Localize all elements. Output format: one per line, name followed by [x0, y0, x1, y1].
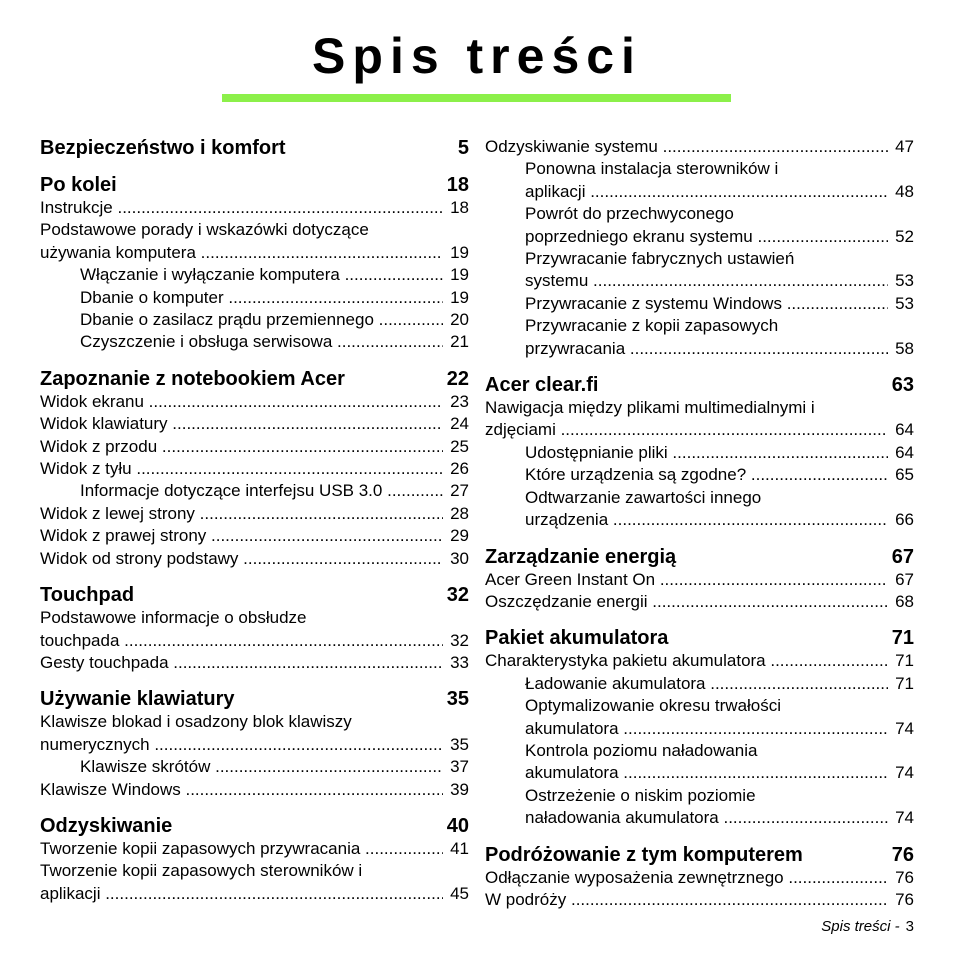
toc-entry[interactable] — [485, 889, 914, 911]
section-page-number: 18 — [446, 174, 469, 196]
toc-entry[interactable] — [40, 458, 469, 480]
toc-entry-title: Przywracanie z systemu Windows ..... — [525, 293, 888, 315]
toc-entry-page-number: 45 — [450, 883, 469, 903]
section-heading[interactable] — [485, 545, 914, 569]
toc-entry[interactable] — [485, 740, 914, 785]
toc-entry-title-line: Ponowna instalacja sterowników i — [525, 159, 779, 179]
toc-entry-page-number: 76 — [895, 889, 914, 909]
footer-page-number: 3 — [905, 918, 914, 935]
toc-entry[interactable] — [40, 480, 469, 502]
title-underline — [222, 94, 731, 102]
toc-entry-title: Które urządzenia są zgodne? ..... — [525, 464, 888, 486]
toc-entry-page-number: 74 — [895, 763, 914, 783]
page-title: Spis treści — [312, 28, 642, 84]
toc-entry-page-number: 76 — [895, 867, 914, 887]
section-heading[interactable] — [40, 687, 469, 711]
toc-entry-page-number: 67 — [895, 569, 914, 589]
toc-entry-title: Klawisze Windows ..... — [40, 779, 443, 801]
toc-entry[interactable] — [485, 487, 914, 532]
toc-entry[interactable] — [485, 442, 914, 464]
toc-entry-title-line: aplikacji ..... — [40, 883, 443, 905]
toc-column-right — [485, 136, 914, 911]
toc-entry[interactable] — [40, 264, 469, 286]
toc-entry-title-line: Nawigacja między plikami multimedialnymi i — [485, 398, 815, 418]
toc-entry[interactable] — [40, 287, 469, 309]
toc-entry-title: Widok z lewej strony ..... — [40, 503, 443, 525]
toc-entry-title: Widok klawiatury ..... — [40, 413, 443, 435]
toc-entry-title — [485, 397, 888, 442]
toc-entry-title-line: Kontrola poziomu naładowania — [525, 740, 758, 760]
toc-column-left — [40, 136, 469, 905]
toc-entry-page-number: 64 — [895, 420, 914, 440]
toc-entry-page-number: 35 — [450, 734, 469, 754]
toc-entry[interactable] — [485, 203, 914, 248]
toc-entry-title: Charakterystyka pakietu akumulatora ..... — [485, 650, 888, 672]
toc-entry-title-line: używania komputera ..... — [40, 242, 443, 264]
toc-entry-page-number: 19 — [450, 265, 469, 285]
toc-entry[interactable] — [40, 391, 469, 413]
toc-entry-page-number: 24 — [450, 414, 469, 434]
toc-entry-title — [525, 248, 888, 293]
toc-entry-page-number: 25 — [450, 436, 469, 456]
toc-entry[interactable] — [485, 867, 914, 889]
section-title: Pakiet akumulatora — [485, 627, 669, 650]
toc-entry-title-line: Podstawowe informacje o obsłudze — [40, 608, 307, 628]
toc-entry-page-number: 58 — [895, 338, 914, 358]
toc-entry-title: W podróży ..... — [485, 889, 888, 911]
toc-entry-title-line: urządzenia ..... — [525, 509, 888, 531]
section-title: Podróżowanie z tym komputerem — [485, 843, 803, 866]
toc-entry-page-number: 18 — [450, 198, 469, 217]
toc-entry-title — [40, 711, 443, 756]
toc-entry[interactable] — [485, 397, 914, 442]
toc-entry-page-number: 30 — [450, 548, 469, 568]
toc-entry-page-number: 52 — [895, 226, 914, 246]
toc-entry-page-number: 37 — [450, 757, 469, 777]
toc-entry-page-number: 71 — [895, 673, 914, 693]
toc-entry-page-number: 19 — [450, 287, 469, 307]
toc-entry[interactable] — [485, 695, 914, 740]
section-page-number: 35 — [446, 688, 469, 711]
toc-entry[interactable] — [485, 464, 914, 486]
section-title: Używanie klawiatury — [40, 688, 235, 711]
toc-entry-title-line: systemu ..... — [525, 270, 888, 292]
toc-entry-title-line: Ostrzeżenie o niskim poziomie — [525, 785, 756, 805]
toc-entry[interactable] — [485, 785, 914, 830]
toc-entry-title — [40, 860, 443, 905]
toc-entry-title: Odzyskiwanie systemu ..... — [485, 136, 888, 158]
section-title: Odzyskiwanie — [40, 814, 173, 837]
toc-entry-title-line: Powrót do przechwyconego — [525, 204, 734, 224]
toc-entry-title: Gesty touchpada ..... — [40, 652, 443, 674]
section-heading[interactable] — [40, 136, 469, 160]
toc-entry-title-line: Tworzenie kopii zapasowych sterowników i — [40, 861, 363, 881]
toc-entry-title: Instrukcje ..... — [40, 197, 443, 219]
toc-entry-title: Klawisze skrótów ..... — [80, 756, 443, 778]
toc-entry-title-line: akumulatora ..... — [525, 762, 888, 784]
toc-entry-page-number: 64 — [895, 442, 914, 462]
toc-entry-title-line: aplikacji ..... — [525, 181, 888, 203]
toc-entry-title: Informacje dotyczące interfejsu USB 3.0 ..... — [80, 480, 443, 502]
toc-entry[interactable] — [40, 197, 469, 219]
section-page-number: 5 — [457, 137, 469, 159]
section-heading[interactable] — [40, 583, 469, 607]
toc-entry-title: Dbanie o komputer ..... — [80, 287, 443, 309]
toc-entry[interactable] — [485, 315, 914, 360]
toc-entry-title: Ładowanie akumulatora ..... — [525, 673, 888, 695]
toc-entry-title-line: przywracania ..... — [525, 338, 888, 360]
toc-entry-title — [525, 315, 888, 360]
toc-entry-page-number: 29 — [450, 526, 469, 546]
toc-entry[interactable] — [485, 650, 914, 672]
toc-entry-page-number: 21 — [450, 332, 469, 352]
toc-entry-title: Tworzenie kopii zapasowych przywracania ..... — [40, 838, 443, 860]
toc-entry[interactable] — [485, 158, 914, 203]
toc-entry-page-number: 39 — [450, 779, 469, 799]
toc-entry-title — [525, 695, 888, 740]
toc-entry[interactable] — [40, 503, 469, 525]
toc-entry-title: Widok od strony podstawy ..... — [40, 548, 443, 570]
toc-entry-title: Widok z tyłu ..... — [40, 458, 443, 480]
toc-entry-title-line: numerycznych ..... — [40, 734, 443, 756]
section-heading[interactable] — [485, 626, 914, 650]
toc-entry-title-line: akumulatora ..... — [525, 718, 888, 740]
toc-entry[interactable] — [40, 548, 469, 570]
page-footer — [821, 918, 914, 935]
section-heading[interactable] — [40, 173, 469, 197]
toc-entry-title-line: Klawisze blokad i osadzony blok klawiszy — [40, 712, 352, 732]
section-heading[interactable] — [485, 373, 914, 397]
toc-entry-title — [525, 740, 888, 785]
toc-entry-page-number: 74 — [895, 718, 914, 738]
toc-entry-page-number: 23 — [450, 391, 469, 411]
toc-entry-title: Czyszczenie i obsługa serwisowa ..... — [80, 331, 443, 353]
toc-entry-page-number: 71 — [895, 651, 914, 671]
toc-entry-title-line: Optymalizowanie okresu trwałości — [525, 696, 782, 716]
toc-entry[interactable] — [40, 436, 469, 458]
toc-entry-title: Odłączanie wyposażenia zewnętrznego ..... — [485, 867, 888, 889]
toc-entry-page-number: 27 — [450, 481, 469, 501]
section-title: Po kolei — [40, 174, 117, 196]
toc-entry-title-line: Odtwarzanie zawartości innego — [525, 487, 762, 507]
toc-entry-page-number: 41 — [450, 838, 469, 858]
toc-entry-title: Oszczędzanie energii ..... — [485, 591, 888, 613]
toc-entry-page-number: 65 — [895, 465, 914, 485]
section-title: Acer clear.fi — [485, 374, 599, 397]
toc-entry-title-line: naładowania akumulatora ..... — [525, 807, 888, 829]
toc-entry-title — [40, 219, 443, 264]
toc-entry-page-number: 74 — [895, 808, 914, 828]
toc-entry[interactable] — [485, 591, 914, 613]
section-heading[interactable] — [485, 843, 914, 867]
toc-entry[interactable] — [40, 607, 469, 652]
section-title: Zapoznanie z notebookiem Acer — [40, 367, 345, 390]
section-page-number: 76 — [891, 843, 914, 866]
toc-entry-page-number: 68 — [895, 591, 914, 611]
toc-entry-page-number: 47 — [895, 137, 914, 156]
toc-entry[interactable] — [485, 136, 914, 158]
toc-entry-page-number: 26 — [450, 459, 469, 479]
toc-entry-page-number: 66 — [895, 510, 914, 530]
toc-entry-title — [525, 487, 888, 532]
section-heading[interactable] — [40, 367, 469, 391]
toc-entry-title-line: poprzedniego ekranu systemu ..... — [525, 226, 888, 248]
section-page-number: 63 — [891, 374, 914, 397]
toc-entry[interactable] — [40, 652, 469, 674]
section-heading[interactable] — [40, 814, 469, 838]
toc-entry-page-number: 28 — [450, 503, 469, 523]
toc-entry[interactable] — [485, 569, 914, 591]
toc-entry-title: Widok z prawej strony ..... — [40, 525, 443, 547]
toc-entry[interactable] — [485, 293, 914, 315]
section-title: Touchpad — [40, 584, 135, 607]
section-title: Zarządzanie energią — [485, 545, 677, 568]
toc-entry-title — [525, 203, 888, 248]
footer-label: Spis treści - — [821, 918, 900, 935]
toc-entry[interactable] — [40, 331, 469, 353]
toc-entry-page-number: 48 — [895, 181, 914, 201]
section-page-number: 22 — [446, 367, 469, 390]
section-page-number: 67 — [891, 545, 914, 568]
toc-entry[interactable] — [40, 219, 469, 264]
toc-entry-page-number: 19 — [450, 242, 469, 262]
toc-entry-title — [40, 607, 443, 652]
toc-entry[interactable] — [40, 756, 469, 778]
toc-entry-title-line: touchpada ..... — [40, 630, 443, 652]
toc-entry[interactable] — [40, 838, 469, 860]
toc-entry[interactable] — [40, 309, 469, 331]
toc-entry-title: Udostępnianie pliki ..... — [525, 442, 888, 464]
toc-entry-title-line: Podstawowe porady i wskazówki dotyczące — [40, 220, 369, 240]
toc-entry[interactable] — [40, 413, 469, 435]
toc-entry-title-line: Przywracanie fabrycznych ustawień — [525, 249, 795, 269]
toc-entry-title: Włączanie i wyłączanie komputera ..... — [80, 264, 443, 286]
toc-entry[interactable] — [40, 779, 469, 801]
toc-entry[interactable] — [40, 711, 469, 756]
toc-entry-page-number: 33 — [450, 652, 469, 672]
toc-entry-title — [525, 158, 888, 203]
toc-entry[interactable] — [485, 673, 914, 695]
section-title: Bezpieczeństwo i komfort — [40, 137, 286, 159]
toc-entry-title: Widok z przodu ..... — [40, 436, 443, 458]
toc-entry-title-line: Przywracanie z kopii zapasowych — [525, 316, 779, 336]
toc-entry-title: Acer Green Instant On ..... — [485, 569, 888, 591]
toc-entry[interactable] — [485, 248, 914, 293]
toc-entry[interactable] — [40, 860, 469, 905]
toc-entry-page-number: 32 — [450, 630, 469, 650]
toc-entry-page-number: 53 — [895, 293, 914, 313]
toc-entry-title: Widok ekranu ..... — [40, 391, 443, 413]
toc-entry-page-number: 20 — [450, 310, 469, 330]
toc-entry-title — [525, 785, 888, 830]
toc-entry-title-line: zdjęciami ..... — [485, 419, 888, 441]
section-page-number: 71 — [891, 627, 914, 650]
section-page-number: 32 — [446, 584, 469, 607]
toc-entry-title: Dbanie o zasilacz prądu przemiennego ..... — [80, 309, 443, 331]
section-page-number: 40 — [446, 814, 469, 837]
toc-entry[interactable] — [40, 525, 469, 547]
toc-entry-page-number: 53 — [895, 271, 914, 291]
